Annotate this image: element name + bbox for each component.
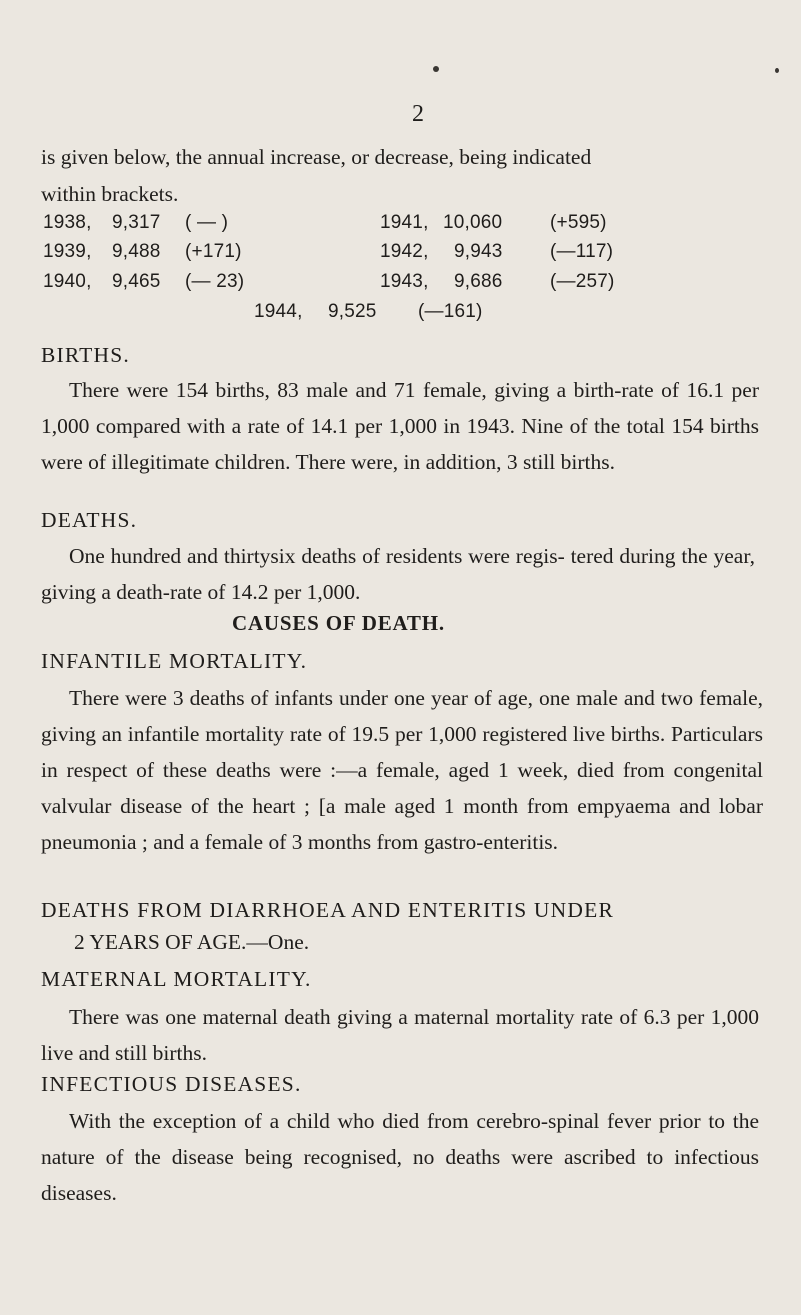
deaths-paragraph [41, 538, 755, 610]
pop-year: 1938, [43, 212, 92, 233]
pop-change: (—257) [550, 271, 615, 292]
pop-value: 9,686 [454, 271, 503, 292]
deaths-text: One hundred and thirtysix deaths of residents were regis- tered during the year, giving a death-rate of 14.2 per 1,000. [41, 544, 755, 604]
pop-year: 1940, [43, 271, 92, 292]
pop-year: 1942, [380, 241, 429, 262]
births-paragraph [41, 372, 759, 480]
pop-value: 9,465 [112, 271, 161, 292]
pop-value: 9,943 [454, 241, 503, 262]
infectious-text: With the exception of a child who died from cerebro-spinal fever prior to the nature of the disease being recognised, no deaths were ascribed to infectious diseases. [41, 1109, 759, 1205]
infantile-heading: INFANTILE MORTALITY. [41, 649, 308, 673]
deaths-heading: DEATHS. [41, 508, 138, 532]
pop-value: 10,060 [443, 212, 503, 233]
pop-year: 1943, [380, 271, 429, 292]
intro-line-1: is given below, the annual increase, or decrease, being indicated [41, 145, 592, 169]
speck [433, 66, 439, 72]
maternal-heading: MATERNAL MORTALITY. [41, 967, 312, 991]
pop-value: 9,488 [112, 241, 161, 262]
infectious-paragraph [41, 1103, 759, 1211]
pop-year: 1939, [43, 241, 92, 262]
diarrhoea-heading-line-1: DEATHS FROM DIARRHOEA AND ENTERITIS UNDER [41, 898, 614, 922]
pop-change: (+595) [550, 212, 607, 233]
intro-line-2: within brackets. [41, 182, 179, 206]
pop-change: (—161) [418, 301, 483, 322]
births-text: There were 154 births, 83 male and 71 female, giving a birth-rate of 16.1 per 1,000 compared with a rate of 14.1 per 1,000 in 1943. Nine of the total 154 births were of illegitimate children. There were, in addition, 3 still births. [41, 378, 759, 474]
pop-year: 1941, [380, 212, 429, 233]
pop-change: (—117) [550, 241, 614, 262]
pop-value: 9,317 [112, 212, 161, 233]
pop-value: 9,525 [328, 301, 377, 322]
speck [775, 68, 779, 73]
pop-change: ( — ) [185, 212, 229, 233]
page-number: 2 [412, 101, 424, 127]
diarrhoea-heading-line-2: 2 YEARS OF AGE.—One. [74, 930, 310, 954]
births-heading: BIRTHS. [41, 343, 130, 367]
infantile-text: There were 3 deaths of infants under one year of age, one male and two female, giving an infantile mortality rate of 19.5 per 1,000 registered live births. Particulars in respect of these deaths were :—a female, aged 1 week, died from congenital valvular disease of the heart ; [a male aged 1 month from empyaema and lobar pneumonia ; and a female of 3 months from gastro-enteritis. [41, 686, 763, 854]
causes-heading: CAUSES OF DEATH. [232, 611, 445, 635]
pop-change: (+171) [185, 241, 242, 262]
pop-year: 1944, [254, 301, 303, 322]
maternal-paragraph [41, 999, 759, 1071]
infantile-paragraph [41, 680, 763, 860]
infectious-heading: INFECTIOUS DISEASES. [41, 1072, 302, 1096]
maternal-text: There was one maternal death giving a maternal mortality rate of 6.3 per 1,000 live and still births. [41, 1005, 759, 1065]
pop-change: (— 23) [185, 271, 245, 292]
